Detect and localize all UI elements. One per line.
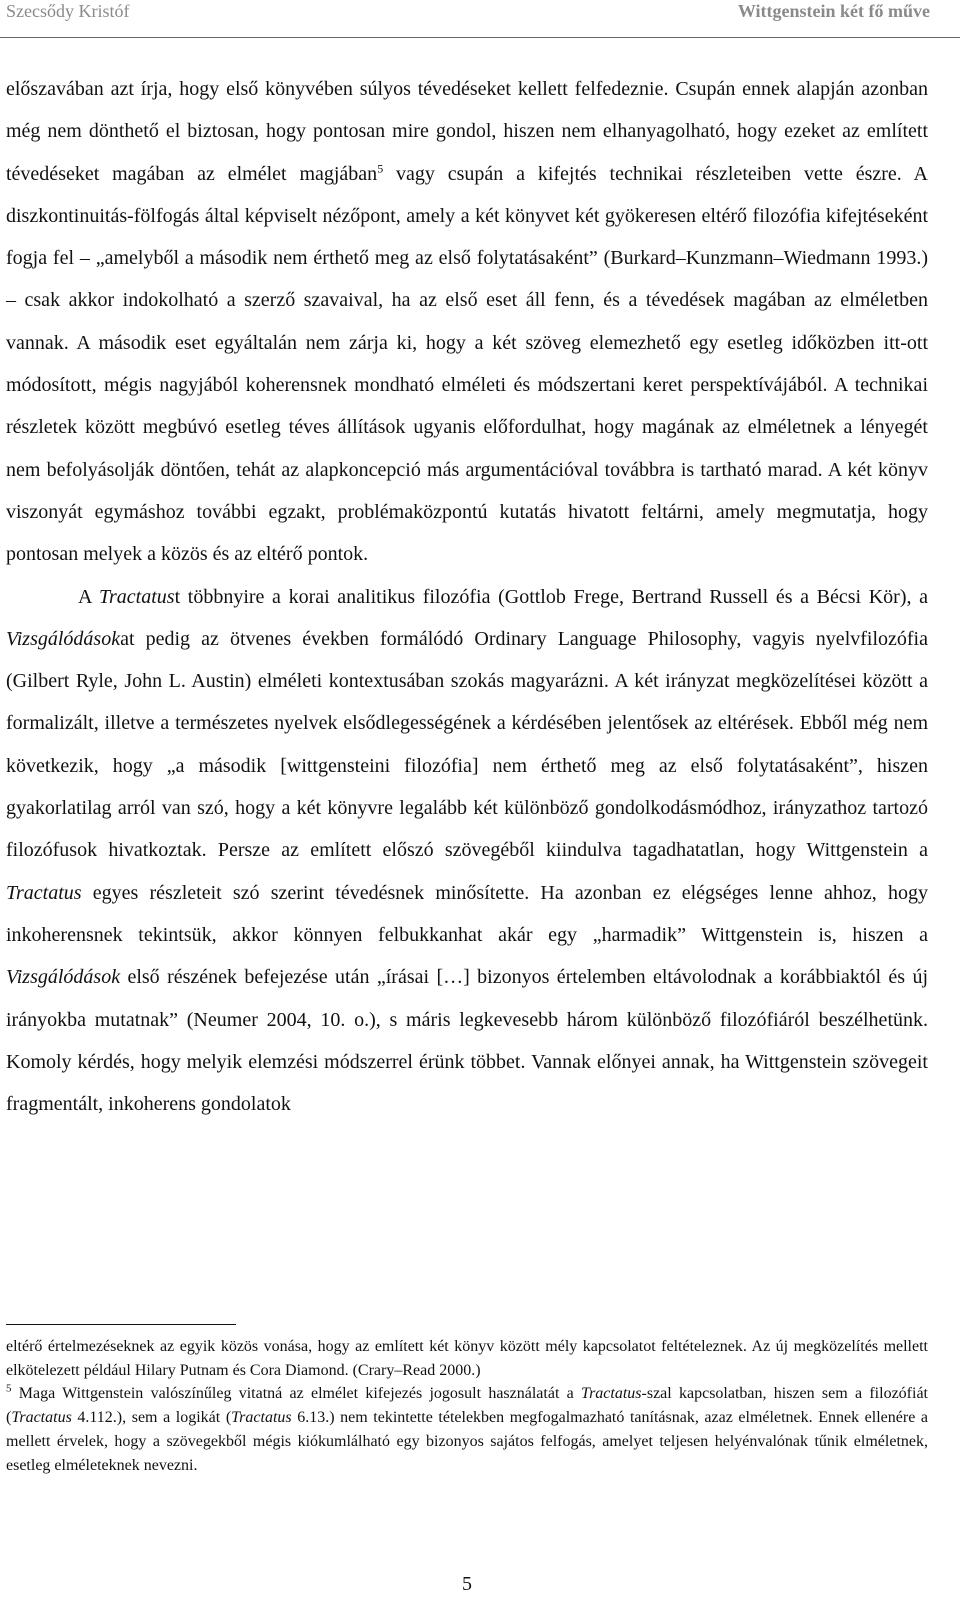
paragraph-2-text-a: A — [78, 585, 99, 608]
header-author: Szecsődy Kristóf — [6, 1, 130, 21]
main-text — [6, 68, 928, 1125]
footnote-5-reference[interactable]: 5 — [377, 160, 384, 175]
footnote-5-text-d: 6.13.) nem tekintette tételekben megfogalmazható tanításnak, azaz elméletnek. Ennek ellenére a mellett érvelek, hogy a szövegekből mégis kiókumlálható egy bizonyos sajátos felfogás, amelyet teljesen helyénvalónak tűnik elméletnek, esetleg elméleteknek nevezni. — [6, 1409, 929, 1474]
footnote-5-text-a: Maga Wittgenstein valószínűleg vitatná az elmélet kifejezés jogosult használatát a — [11, 1385, 582, 1403]
title-tractatus: Tractatus — [98, 585, 175, 608]
title-vizsgalodasok: Vizsgálódások — [6, 627, 121, 650]
header-title: Wittgenstein két fő műve — [737, 1, 930, 21]
title-tractatus: Tractatus — [6, 881, 82, 904]
title-tractatus: Tractatus — [11, 1409, 72, 1427]
footnote-5 — [6, 1382, 928, 1477]
footnote-continued: eltérő értelmezéseknek az egyik közös vonása, hogy az említett két könyv között mély kapcsolatot feltételeznek. Az új megközelítés mellett elkötelezett például Hilary Putnam és Cora Diamond. (Crary–Read 2000.) — [6, 1338, 928, 1379]
paragraph-1-text-b: vagy csupán a kifejtés technikai részleteiben vette észre. A diszkontinuitás-fölfogás által képviselt nézőpont, amely a két könyvet két gyökeresen eltérő filozófia kifejtéseként fogja fel – „amelyből a második nem érthető meg az első folytatásaként” (Burkard–Kunzmann–Wiedmann 1993.) – csak akkor indokolható a szerző szavaival, ha az első eset áll fenn, és a tévedések magában az elméletben vannak. A második eset egyáltalán nem zárja ki, hogy a két szöveg elemezhető egy esetleg időközben itt-ott módosított, mégis nagyjából koherensnek mondható elméleti és módszertani keret perspektívájából. A technikai részletek között megbúvó esetleg téves állítások ugyanis előfordulhat, hogy magának az elméletnek a lényegét nem befolyásolják döntően, tehát az alapkoncepció más argumentációval továbbra is tartható marad. A két könyv viszonyát egymáshoz további egzakt, problémaközpontú kutatás hivatott feltárni, amely megmutatja, hogy pontosan melyek a közös és az eltérő pontok. — [6, 162, 928, 566]
paragraph-1 — [6, 68, 928, 576]
paragraph-2-text-d: egyes részleteit szó szerint tévedésnek minősítette. Ha azonban ez elégséges lenne ahhoz, hogy inkoherensnek tekintsük, akkor könnyen felbukkanhat akár egy „harmadik” Wittgenstein is, hiszen a — [6, 881, 928, 946]
footnote-5-marker: 5 — [6, 1383, 12, 1396]
footnotes — [6, 1335, 928, 1477]
paragraph-1-text-a: előszavában azt írja, hogy első könyvében súlyos tévedéseket kellett felfedeznie. Csupán ennek alapján azonban még nem dönthető el biztosan, hogy pontosan mire gondol, hiszen nem elhanyagolható, hogy ezeket az említett tévedéseket magában az elmélet magjában — [6, 78, 928, 185]
running-header — [0, 0, 960, 38]
title-tractatus: Tractatus — [231, 1409, 292, 1427]
page-number: 5 — [462, 1573, 472, 1595]
paragraph-2-text-c: at pedig az ötvenes években formálódó Ordinary Language Philosophy, vagyis nyelvfilozófia (Gilbert Ryle, John L. Austin) elméleti kontextusában szokás magyarázni. A két irányzat megközelítései között a formalizált, illetve a természetes nyelvek elsődlegességének a kérdésében jelentősek az eltérések. Ebből még nem következik, hogy „a második [wittgensteini filozófia] nem érthető meg az első folytatásaként”, hiszen gyakorlatilag arról van szó, hogy a két könyvre legalább két különböző gondolkodásmódhoz, irányzathoz tartozó filozófusok hivatkoztak. Persze az említett előszó szövegéből kiindulva tagadhatatlan, hogy Wittgenstein a — [6, 627, 928, 862]
paragraph-2-text-b: t többnyire a korai analitikus filozófia (Gottlob Frege, Bertrand Russell és a Bécsi Kör), a — [174, 585, 928, 608]
paragraph-2 — [6, 576, 928, 1126]
title-tractatus: Tractatus — [581, 1385, 642, 1403]
footnote-5-text-b: -szal kapcsolatban, hiszen sem a filozófiát ( — [6, 1385, 928, 1427]
footnote-5-text-c: 4.112.), sem a logikát ( — [71, 1409, 232, 1427]
title-vizsgalodasok: Vizsgálódások — [6, 966, 121, 989]
paragraph-2-text-e: első részének befejezése után „írásai […] bizonyos értelemben eltávolodnak a korábbiaktól és új irányokba mutatnak” (Neumer 2004, 10. o.), s máris legkevesebb három különböző filozófiáról beszélhetünk. Komoly kérdés, hogy melyik elemzési módszerrel érünk többet. Vannak előnyei annak, ha Wittgenstein szövegeit fragmentált, inkoherens gondolatok — [6, 966, 928, 1116]
footnote-separator — [6, 1324, 236, 1325]
